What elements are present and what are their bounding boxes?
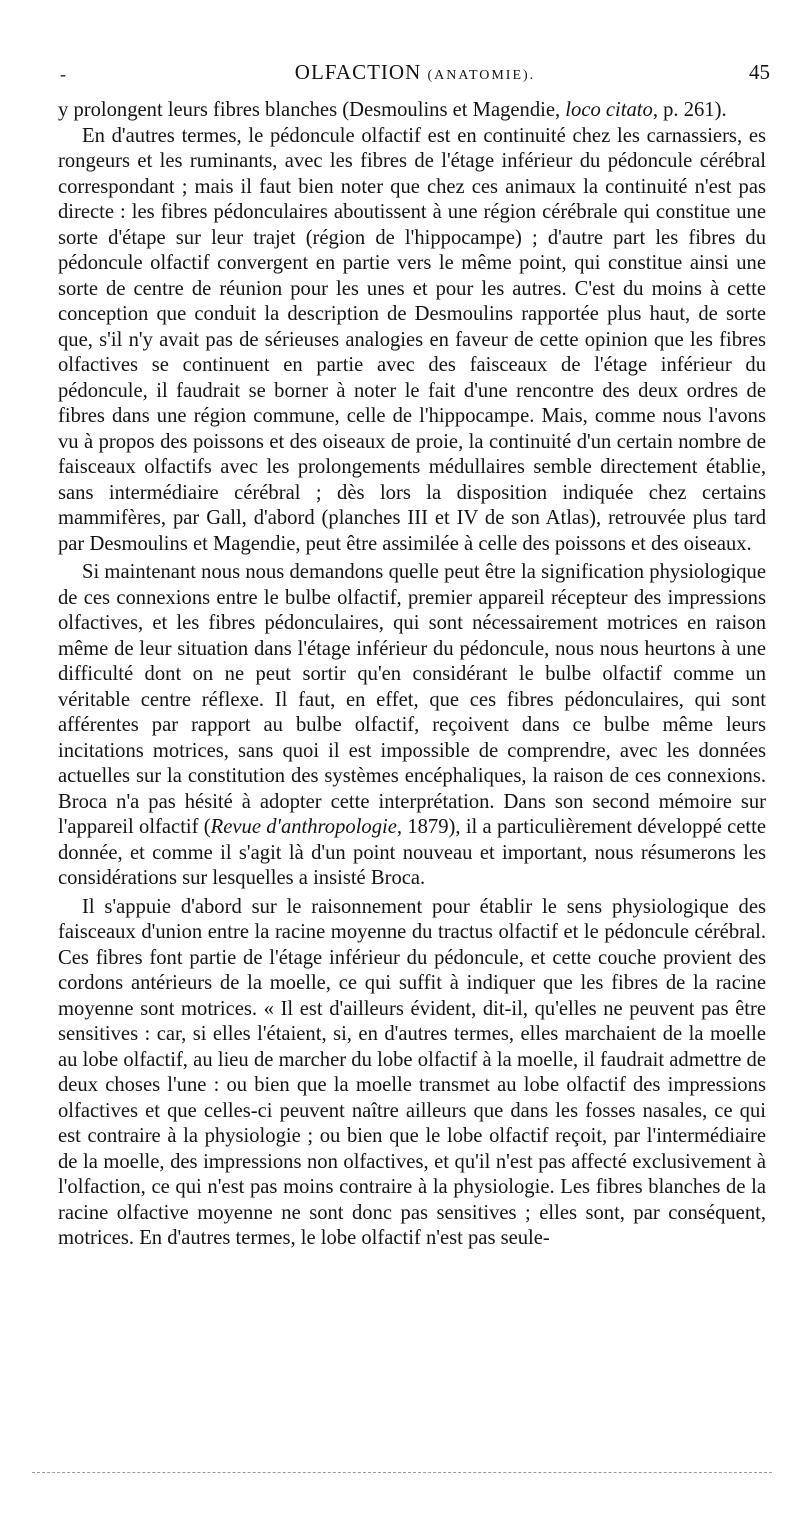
footer-rule: [32, 1472, 772, 1473]
running-title-main: OLFACTION: [294, 60, 428, 84]
header-mark: -: [60, 64, 66, 84]
text-segment: En d'autres termes, le pédoncule olfactif est en continuité chez les carnassiers, es rongeurs et les ruminants, avec les fibres de l'étage inférieur du pédoncule cérébral correspondant ; mais il faut bien noter que chez ces animaux la continuité n'est pas directe : les fibres pédonculaires aboutissent à une région cérébrale qui constitue une sorte d'étape sur leur trajet (région de l'hippocampe) ; d'autre part les fibres du pédoncule olfactif convergent en partie vers le même point, qui constitue ainsi une sorte de centre de réunion pour les unes et pour les autres. C'est du moins à cette conception que conduit la description de Desmoulins rapportée plus haut, de sorte que, s'il n'y avait pas de sérieuses analogies en faveur de cette opinion que les fibres olfactives se continuent en partie avec des faisceaux de l'étage inférieur du pédoncule, il faudrait se borner à noter le fait d'une rencontre des deux ordres de fibres dans une région commune, celle de l'hippocampe. Mais, comme nous l'avons vu à propos des poissons et des oiseaux de proie, la continuité d'un certain nombre de faisceaux olfactifs avec les prolongements médullaires semble directement établie, sans intermédiaire cérébral ; dès lors la disposition indiquée chez certains mammifères, par Gall, d'abord (planches III et IV de son Atlas), retrouvée plus tard par Desmoulins et Magendie, peut être assimilée à celle des poissons et des oiseaux.: [58, 124, 766, 555]
page-number: 45: [749, 60, 770, 84]
running-header: [60, 60, 770, 94]
paragraph-3: [58, 560, 766, 892]
text-segment: y prolongent leurs fibres blanches (Desmoulins et Magendie,: [58, 99, 566, 121]
body-text: [58, 98, 766, 1252]
paragraph-2: [58, 124, 766, 558]
paragraph-4: [58, 895, 766, 1252]
text-segment: Il s'appuie d'abord sur le raisonnement pour établir le sens physiologique des faisceaux d'union entre la racine moyenne du tractus olfactif et le pédoncule cérébral. Ces fibres font partie de l'étage inférieur du pédoncule, et cette couche provient des cordons antérieurs de la moelle, ce qui suffit à indiquer que les fibres de la racine moyenne sont motrices. « Il est d'ailleurs évident, dit-il, qu'elles ne peuvent pas être sensitives : car, si elles l'étaient, si, en d'autres termes, elles marchaient de la moelle au lobe olfactif, au lieu de marcher du lobe olfactif à la moelle, il faudrait admettre de deux choses l'une : ou bien que la moelle transmet au lobe olfactif des impressions olfactives et que celles-ci peuvent naître ailleurs que dans les fosses nasales, ce qui est contraire à la physiologie ; ou bien que le lobe olfactif reçoit, par l'intermédiaire de la moelle, des impressions non olfactives, et qu'il n'est pas affecté exclusivement à l'olfaction, ce qui n'est pas moins contraire à la physiologie. Les fibres blanches de la racine olfactive moyenne ne sont donc pas sensitives ; elles sont, par conséquent, motrices. En d'autres termes, le lobe olfactif n'est pas seule-: [58, 895, 766, 1249]
italic-citation: Revue d'anthropologie: [210, 816, 397, 838]
text-segment: , 1879), il a particulièrement développé cette donnée, et comme il s'agit là d'un point nouveau et important, nous résumerons les considérations sur lesquelles a insisté Broca.: [58, 816, 766, 889]
running-title-sub: (ANATOMIE).: [427, 68, 536, 83]
running-title: [60, 60, 770, 85]
text-segment: , p. 261).: [652, 99, 727, 121]
paragraph-1: [58, 98, 766, 124]
text-segment: Si maintenant nous nous demandons quelle peut être la signification physiologique de ces connexions entre le bulbe olfactif, premier appareil récepteur des impressions olfactives, et les fibres pédonculaires, qui sont nécessairement motrices en raison même de leur situation dans l'étage inférieur du pédoncule, nous nous heurtons à une difficulté dont on ne peut sortir qu'en considérant le bulbe olfactif comme un véritable centre réflexe. Il faut, en effet, que ces fibres pédonculaires, qui sont afférentes par rapport au bulbe olfactif, reçoivent dans ce bulbe même leurs incitations motrices, sans quoi il est impossible de comprendre, avec les données actuelles sur la constitution des systèmes encéphaliques, la raison de ces connexions. Broca n'a pas hésité à adopter cette interprétation. Dans son second mémoire sur l'appareil olfactif (: [58, 561, 766, 838]
italic-citation: loco citato: [565, 99, 653, 121]
